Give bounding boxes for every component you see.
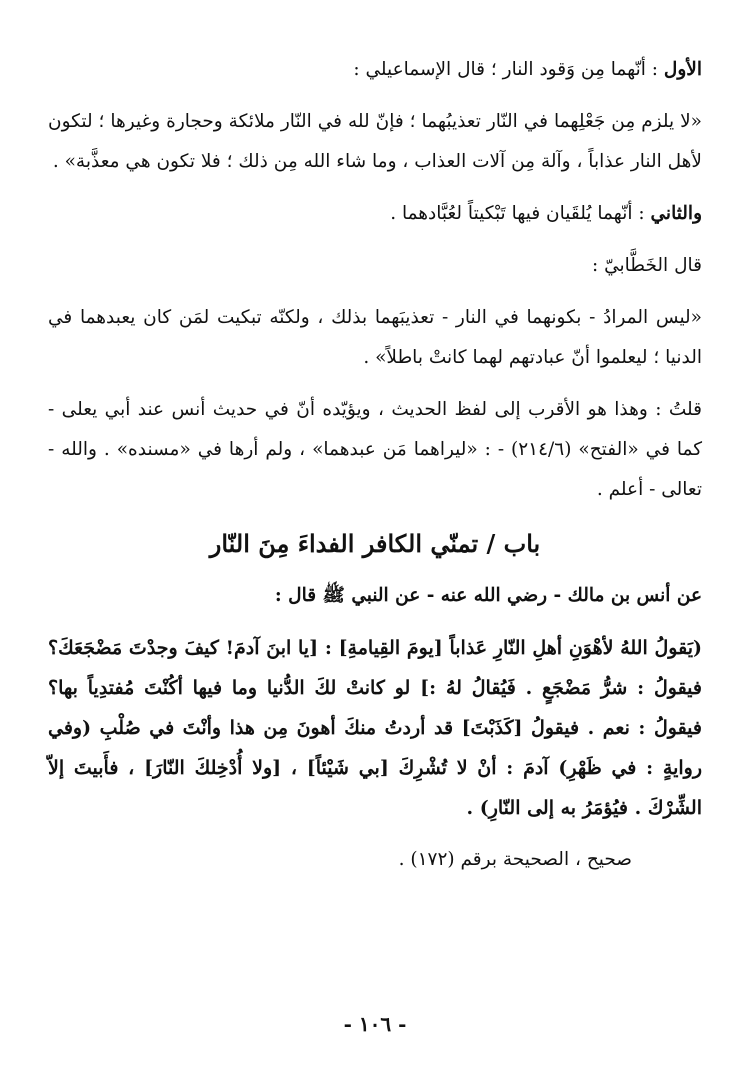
chapter-title: باب / تمنّي الكافر الفداءَ مِنَ النّار	[209, 529, 541, 558]
paragraph-first-opinion	[48, 50, 702, 90]
paragraph-khattabi-quote: «ليس المرادُ - بكونهما في النار - تعذيبَهما بذلك ، ولكنّه تبكيت لمَن كان يعبدهما في الدنيا ؛ ليعلموا أنّ عبادتهم لهما كانتْ باطلاً» .	[48, 307, 702, 368]
paragraph-second-opinion	[48, 194, 702, 234]
paragraph-author-comment: قلتُ : وهذا هو الأقرب إلى لفظ الحديث ، ويؤيّده أنّ في حديث أنس عند أبي يعلى - كما في «الفتح» (٢١٤/٦) - : «ليراهما مَن عبدهما» ، ولم أرها في «مسنده» . والله - تعالى - أعلم .	[48, 399, 702, 500]
page-number: - ١٠٦ -	[343, 1012, 407, 1036]
hadith-grade: صحيح ، الصحيحة برقم (١٧٢) .	[398, 849, 632, 870]
hadith-text: (يَقولُ اللهُ لأهْوَنِ أهلِ النّارِ عَذاباً [يومَ القِيامةِ] : [يا ابنَ آدمَ! كيفَ وجدْتَ مَضْجَعَكَ؟ فيقولُ : شرُّ مَضْجَعٍ . فَيُقالُ لهُ :] لو كانتْ لكَ الدُّنيا وما فيها أكُنْتَ مُفتدِياً بها؟ فيقولُ : نعم . فيقولُ [كَذَبْتَ] قد أردتُ منكَ أهونَ مِن هذا وأنْتَ في صُلْبِ (وفي روايةٍ : في ظَهْرِ) آدمَ : أنْ لا تُشْرِكَ [بي شَيْئاً] ، [ولا أُدْخِلكَ النّارَ] ، فأَبيتَ إلاّ الشِّرْكَ . فيُؤمَرُ به إلى النّارِ) .	[48, 637, 702, 819]
hadith-isnad: عن أنس بن مالك - رضي الله عنه - عن النبي ﷺ قال :	[274, 585, 702, 606]
second-text: : أنّهما يُلقَيان فيها تَبْكيتاً لعُبَّادهما .	[390, 203, 651, 224]
first-label: الأول	[663, 59, 702, 80]
first-text: : أنّهما مِن وَقود النار ؛ قال الإسماعيلي :	[353, 59, 664, 80]
second-label: والثاني	[650, 203, 702, 224]
page-body	[48, 50, 702, 880]
paragraph-ismaili-quote: «لا يلزم مِن جَعْلِهما في النّار تعذيبُهما ؛ فإنّ لله في النّار ملائكة وحجارة وغيرها ؛ لتكون لأهل النار عذاباً ، وآلة مِن آلات العذاب ، وما شاء الله مِن ذلك ؛ فلا تكون هي معذَّبة» .	[48, 111, 702, 172]
paragraph-khattabi-intro: قال الخَطَّابيّ :	[591, 255, 702, 276]
